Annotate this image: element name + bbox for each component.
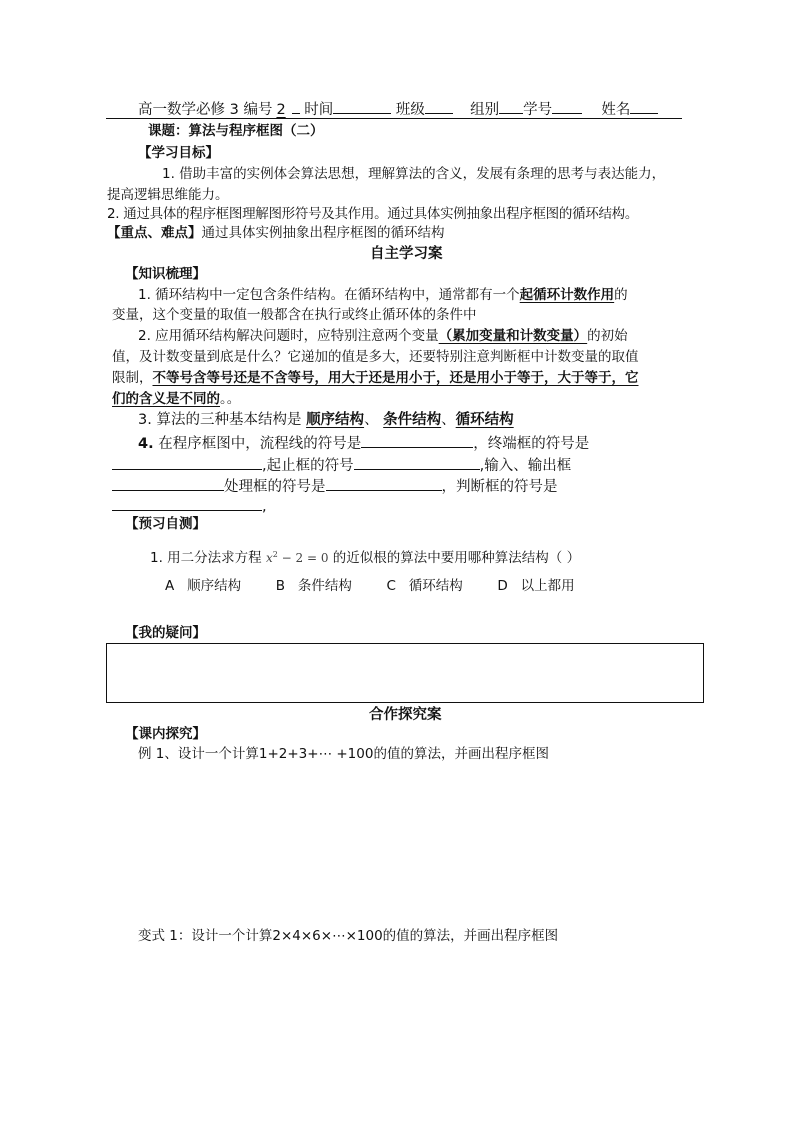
preview-options [165,577,575,595]
header-info [138,97,658,120]
condition-structure: 条件结构 [383,412,442,428]
goal-item-2: 2. 通过具体的程序框图理解图形符号及其作用。通过具体实例抽象出程序框图的循环结构。 [107,206,639,222]
key-points-text: 通过具体实例抽象出程序框图的循环结构 [201,225,445,241]
knowledge-p2-line-2: 值，及计数变量到底是什么？它递加的值是多大，还要特别注意判断框中计数变量的取值 [112,349,639,365]
option-c[interactable]: C 循环结构 [386,578,463,594]
sequence-structure: 顺序结构 [306,412,365,428]
variant-1: 变式 1：设计一个计算2×4×6×⋯×100的值的算法，并画出程序框图 [138,928,559,944]
student-no-blank[interactable] [552,97,582,114]
option-d[interactable]: D 以上都用 [497,578,575,594]
key-points-label: 【重点、难点】 [107,225,202,241]
flowline-symbol-blank[interactable] [361,431,473,448]
number-label: 编号 [243,102,273,118]
knowledge-p2-line-3: 限制，不等号含等号还是不含等号，用大于还是用小于，还是用小于等于，大于等于，它 [112,370,639,386]
knowledge-p4-line-3: 处理框的符号是 ，判断框的符号是 [112,474,558,497]
goal-item-1-line-2: 提高逻辑思维能力。 [107,187,229,203]
student-no-label: 学号 [523,102,553,118]
key-points [107,224,445,242]
preview-heading: 【预习自测】 [125,516,206,532]
header-rule [106,118,682,119]
example-1: 例 1、设计一个计算1+2+3+⋯ +100的值的算法，并画出程序框图 [138,746,549,762]
goal-item-1-line-1: 1. 借助丰富的实例体会算法思想，理解算法的含义，发展有条理的思考与表达能力， [162,166,666,182]
section-cooperative: 合作探究案 [369,707,442,723]
option-a[interactable]: A 顺序结构 [165,578,242,594]
explore-heading: 【课内探究】 [125,726,206,742]
knowledge-p4-line-1: 4. 在程序框图中，流程线的符号是 ，终端框的符号是 [138,431,589,454]
knowledge-p1-line-2: 变量，这个变量的取值一般都含在执行或终止循环体的条件中 [112,307,477,323]
knowledge-p4-line-2: ,起止框的符号 ,输入、输出框 [112,453,571,476]
decision-symbol-blank[interactable] [112,494,262,511]
class-label: 班级 [395,102,425,118]
terminal-symbol-blank[interactable] [112,453,262,470]
loop-counter-phrase: 起循环计数作用 [519,287,615,303]
class-blank[interactable] [425,97,453,114]
doubts-heading: 【我的疑问】 [125,625,206,641]
goals-heading: 【学习目标】 [138,145,219,161]
process-symbol-blank[interactable] [326,474,442,491]
name-label: 姓名 [601,102,631,118]
loop-structure: 循环结构 [455,412,514,428]
two-variables-phrase: （累加变量和计数变量） [438,328,588,344]
number-value: 2 [276,102,286,118]
knowledge-p2-line-4: 们的含义是不同的。。 [112,391,241,407]
knowledge-heading: 【知识梳理】 [125,266,206,282]
knowledge-p2-line-1: 2. 应用循环结构解决问题时，应特别注意两个变量（累加变量和计数变量）的初始 [138,328,628,344]
group-blank[interactable] [499,97,523,114]
start-end-symbol-blank[interactable] [354,453,480,470]
option-b[interactable]: B 条件结构 [275,578,352,594]
knowledge-p3: 3. 算法的三种基本结构是 顺序结构、 条件结构、循环结构 [138,412,514,428]
knowledge-p4-line-4: , [112,494,267,517]
lesson-topic: 课题：算法与程序框图（二） [148,123,324,139]
time-blank[interactable] [333,97,391,114]
inequality-phrase: 不等号含等号还是不含等号，用大于还是用小于，还是用小于等于，大于等于，它 [152,370,639,386]
doubts-box[interactable] [106,643,704,703]
io-symbol-blank[interactable] [112,474,224,491]
course-name: 高一数学必修 3 [138,102,239,118]
name-blank[interactable] [630,97,658,114]
preview-question-1: 1. 用二分法求方程 $x^2 - 2 = 0$ 的近似根的算法中要用哪种算法结构（ ） [150,550,581,566]
equation: $x^2 - 2 = 0$ [265,550,329,565]
time-label: 时间 [304,102,334,118]
section-self-study: 自主学习案 [370,246,443,262]
knowledge-p1-line-1: 1. 循环结构中一定包含条件结构。在循环结构中，通常都有一个起循环计数作用的 [138,287,628,303]
group-label: 组别 [470,102,500,118]
